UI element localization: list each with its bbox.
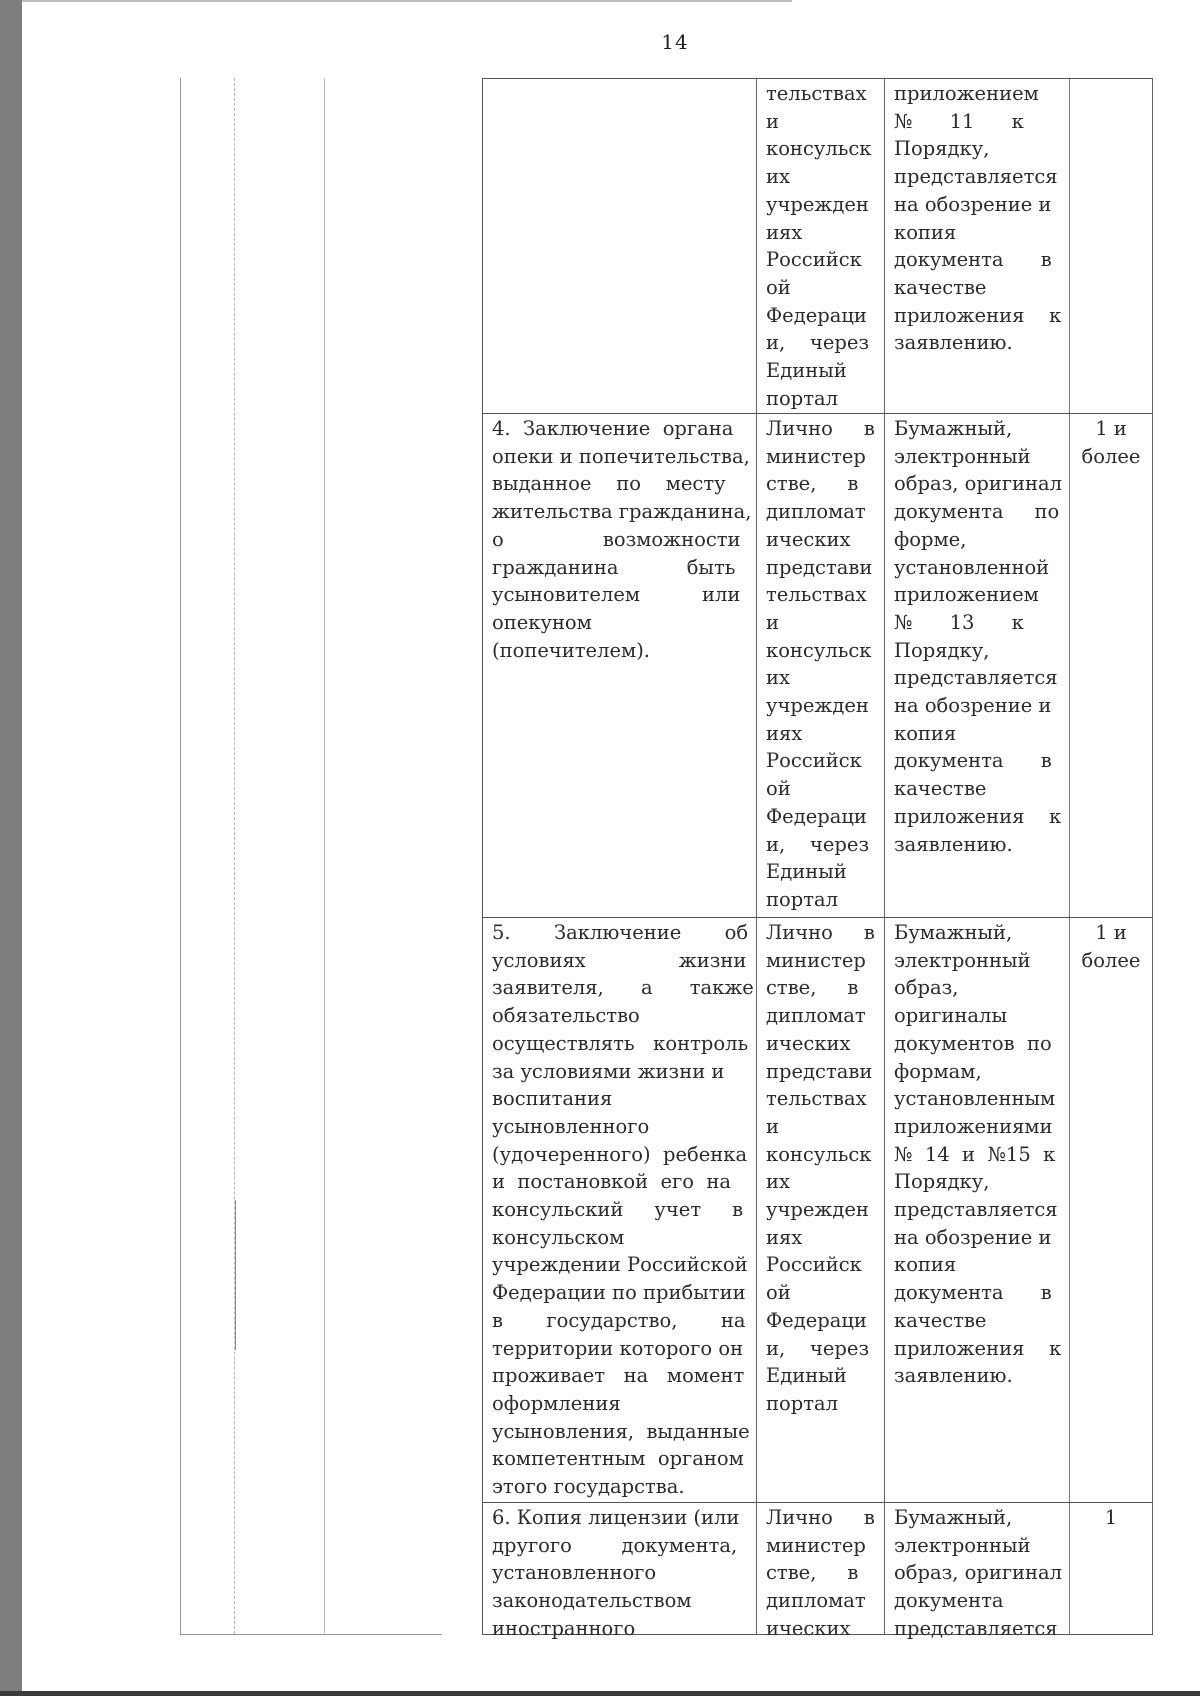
quantity-line: 1 и	[1095, 921, 1127, 944]
method-line: и, через	[766, 832, 870, 856]
method-line: министер	[766, 444, 866, 468]
form-line: образ, оригинал	[894, 472, 1063, 496]
method-line: тельствах	[766, 583, 867, 607]
title-line: (удочеренного) ребенка	[492, 1142, 748, 1166]
form-line: копия	[894, 721, 957, 745]
form-line: Порядку,	[894, 137, 990, 161]
title-line: опеки и попечительства,	[492, 444, 750, 468]
form-line: на обозрение и	[894, 192, 1052, 216]
method-line: их	[766, 1170, 790, 1194]
method-line: ических	[766, 1616, 851, 1640]
form-line: документа	[894, 1589, 1004, 1613]
form-line: Порядку,	[894, 1170, 990, 1194]
title-line: опекуном	[492, 610, 592, 634]
form-line: форме,	[894, 527, 967, 551]
form-line: приложения к	[894, 804, 1062, 828]
form-line: документа по	[894, 500, 1060, 524]
method-line: учрежден	[766, 694, 869, 718]
title-line: усыновителем или	[492, 583, 741, 607]
method-line: Федераци	[766, 804, 867, 828]
method-line: дипломат	[766, 500, 866, 524]
method-line: ой	[766, 1281, 791, 1305]
title-line: усыновления, выданные	[492, 1419, 750, 1443]
title-line: выданное по месту	[492, 472, 726, 496]
title-line: (попечителем).	[492, 638, 650, 662]
title-line: проживает на момент	[492, 1364, 745, 1388]
method-line: консульск	[766, 137, 872, 161]
form-line: представляется	[894, 1616, 1058, 1640]
title-line: консульский учет в	[492, 1198, 744, 1222]
form-line: № 11 к	[894, 109, 1024, 133]
method-line: Лично в	[766, 1506, 875, 1529]
quantity-line: 1 и	[1095, 417, 1127, 440]
method-line: представи	[766, 1059, 873, 1083]
outer-table-column-mark	[235, 1200, 236, 1350]
title-line: жительства гражданина,	[492, 500, 752, 524]
form-line: № 13 к	[894, 610, 1024, 634]
title-line: иностранного	[492, 1616, 636, 1640]
title-line: за условиями жизни и	[492, 1059, 725, 1083]
form-line: № 14 и №15 к	[894, 1142, 1056, 1166]
method-line: и	[766, 1114, 779, 1138]
table-column-line	[1069, 78, 1070, 1634]
form-line: документа в	[894, 1281, 1052, 1305]
method-cell	[766, 1504, 876, 1643]
title-line: условиях жизни	[492, 948, 747, 972]
table-left-border	[482, 78, 483, 1634]
quantity-cell	[1074, 1504, 1148, 1532]
method-line: Единый	[766, 359, 847, 383]
outer-table-left-border	[180, 78, 181, 1634]
method-line: портал	[766, 887, 839, 911]
title-line: 4. Заключение органа	[492, 417, 734, 440]
form-line: приложения к	[894, 1336, 1062, 1360]
method-line: и	[766, 610, 779, 634]
method-cell	[766, 919, 876, 1418]
method-line: Единый	[766, 860, 847, 884]
method-line: и	[766, 109, 779, 133]
row-separator	[482, 917, 1153, 918]
method-line: их	[766, 666, 790, 690]
form-line: оригиналы	[894, 1004, 1007, 1028]
method-line: тельствах	[766, 1087, 867, 1111]
title-line: обязательство	[492, 1004, 640, 1028]
title-line: этого государства.	[492, 1475, 685, 1499]
document-page	[22, 0, 1200, 1691]
method-line: стве, в	[766, 976, 859, 1000]
form-line: образ,	[894, 976, 959, 1000]
title-line: гражданина быть	[492, 555, 736, 579]
form-cell	[894, 80, 1061, 357]
quantity-cell	[1074, 919, 1148, 974]
document-title-cell	[492, 415, 752, 664]
title-line: заявителя, а также	[492, 976, 754, 1000]
document-title-cell	[492, 1504, 748, 1643]
method-line: иях	[766, 1225, 803, 1249]
method-line: консульск	[766, 1142, 872, 1166]
form-line: заявлению.	[894, 832, 1013, 856]
title-line: Федерации по прибытии	[492, 1281, 746, 1305]
title-line: в государство, на	[492, 1308, 746, 1332]
method-line: Лично в	[766, 921, 875, 944]
form-line: образ, оригинал	[894, 1561, 1063, 1585]
form-line: приложением	[894, 583, 1039, 607]
title-line: территории которого он	[492, 1336, 744, 1360]
form-line: электронный	[894, 1533, 1031, 1557]
method-line: Федераци	[766, 1308, 867, 1332]
outer-table-bottom-border	[180, 1634, 442, 1635]
method-line: и, через	[766, 1336, 870, 1360]
table-top-border	[482, 78, 1153, 79]
title-line: законодательством	[492, 1589, 692, 1613]
scan-bottom-edge	[0, 1691, 1200, 1696]
title-line: оформления	[492, 1391, 621, 1415]
method-line: портал	[766, 386, 839, 410]
form-cell	[894, 919, 1061, 1390]
scan-edge-shadow	[22, 0, 792, 2]
method-line: ой	[766, 275, 791, 299]
method-line: ических	[766, 1031, 851, 1055]
method-line: иях	[766, 721, 803, 745]
title-line: другого документа,	[492, 1533, 738, 1557]
method-line: и, через	[766, 331, 870, 355]
form-line: на обозрение и	[894, 1225, 1052, 1249]
method-line: дипломат	[766, 1589, 866, 1613]
method-line: представи	[766, 555, 873, 579]
method-line: тельствах	[766, 82, 867, 105]
title-line: и постановкой его на	[492, 1170, 732, 1194]
method-line: стве, в	[766, 1561, 859, 1585]
method-line: Российск	[766, 248, 862, 272]
form-line: документа в	[894, 248, 1052, 272]
title-line: усыновленного	[492, 1114, 650, 1138]
form-line: заявлению.	[894, 331, 1013, 355]
form-line: электронный	[894, 444, 1031, 468]
method-line: Федераци	[766, 303, 867, 327]
quantity-line: более	[1081, 444, 1141, 468]
title-line: учреждении Российской	[492, 1253, 748, 1277]
method-line: учрежден	[766, 1198, 869, 1222]
form-line: качестве	[894, 1308, 987, 1332]
table-column-line	[884, 78, 885, 1634]
title-line: о возможности	[492, 527, 741, 551]
row-separator	[482, 1502, 1153, 1503]
row-separator	[482, 413, 1153, 414]
form-line: документа в	[894, 749, 1052, 773]
outer-table-column-line	[324, 78, 325, 1634]
method-cell	[766, 80, 876, 412]
form-line: установленной	[894, 555, 1050, 579]
method-line: портал	[766, 1391, 839, 1415]
title-line: осуществлять контроль	[492, 1031, 749, 1055]
form-line: приложением	[894, 82, 1039, 105]
method-line: консульск	[766, 638, 872, 662]
form-line: Бумажный,	[894, 1506, 1013, 1529]
method-cell	[766, 415, 876, 914]
method-line: Единый	[766, 1364, 847, 1388]
table-column-line	[756, 78, 757, 1634]
form-line: электронный	[894, 948, 1031, 972]
form-line: качестве	[894, 275, 987, 299]
form-line: качестве	[894, 777, 987, 801]
form-line: представляется	[894, 1198, 1058, 1222]
method-line: Лично в	[766, 417, 875, 440]
form-line: Бумажный,	[894, 417, 1013, 440]
form-line: установленным	[894, 1087, 1056, 1111]
title-line: 5. Заключение об	[492, 921, 749, 944]
form-line: приложениями	[894, 1114, 1053, 1138]
method-line: иях	[766, 220, 803, 244]
form-line: копия	[894, 1253, 957, 1277]
table-right-border	[1152, 78, 1153, 1634]
quantity-cell	[1074, 415, 1148, 470]
method-line: дипломат	[766, 1004, 866, 1028]
form-line: приложения к	[894, 303, 1062, 327]
form-line: формам,	[894, 1059, 982, 1083]
title-line: консульском	[492, 1225, 625, 1249]
title-line: компетентным органом	[492, 1447, 744, 1471]
form-line: Порядку,	[894, 638, 990, 662]
document-title-cell	[492, 919, 754, 1501]
method-line: стве, в	[766, 472, 859, 496]
form-cell	[894, 1504, 1061, 1643]
method-line: ой	[766, 777, 791, 801]
form-cell	[894, 415, 1061, 858]
quantity-line: более	[1081, 948, 1141, 972]
form-line: заявлению.	[894, 1364, 1013, 1388]
form-line: представляется	[894, 165, 1058, 189]
method-line: учрежден	[766, 192, 869, 216]
method-line: ических	[766, 527, 851, 551]
method-line: Российск	[766, 1253, 862, 1277]
quantity-line: 1	[1104, 1506, 1118, 1529]
form-line: на обозрение и	[894, 694, 1052, 718]
method-line: министер	[766, 948, 866, 972]
method-line: Российск	[766, 749, 862, 773]
method-line: министер	[766, 1533, 866, 1557]
form-line: документов по	[894, 1031, 1052, 1055]
method-line: их	[766, 165, 790, 189]
page-number: 14	[661, 30, 689, 54]
form-line: копия	[894, 220, 957, 244]
title-line: воспитания	[492, 1087, 613, 1111]
form-line: Бумажный,	[894, 921, 1013, 944]
title-line: установленного	[492, 1561, 657, 1585]
outer-table-column-line	[234, 78, 235, 1634]
form-line: представляется	[894, 666, 1058, 690]
title-line: 6. Копия лицензии (или	[492, 1506, 740, 1529]
